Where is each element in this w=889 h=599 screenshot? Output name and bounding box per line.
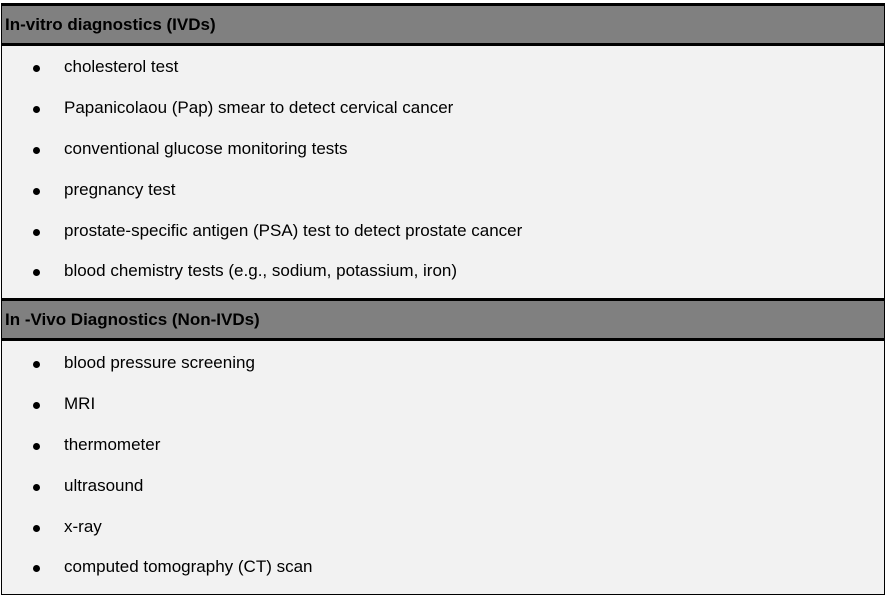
bullet-icon — [33, 484, 40, 491]
list-item — [2, 220, 884, 261]
list-item-text: pregnancy test — [64, 179, 176, 199]
list-item — [2, 434, 884, 475]
list-item-text: computed tomography (CT) scan — [64, 557, 313, 577]
bullet-icon — [33, 361, 40, 368]
list-item-text: ultrasound — [64, 475, 144, 495]
list-item — [2, 475, 884, 516]
section-header-non-ivd — [2, 298, 884, 341]
bullet-icon — [33, 65, 40, 72]
bullet-icon — [33, 402, 40, 409]
list-item-text: cholesterol test — [64, 57, 179, 76]
bullet-icon — [33, 106, 40, 113]
non-ivd-list — [2, 352, 884, 597]
list-item-text: blood pressure screening — [64, 353, 255, 372]
bullet-icon — [33, 188, 40, 195]
list-item-text: Papanicolaou (Pap) smear to detect cervical cancer — [64, 97, 454, 117]
list-item-text: MRI — [64, 393, 96, 413]
list-item — [2, 393, 884, 434]
list-item-text: blood chemistry tests (e.g., sodium, potassium, iron) — [64, 261, 458, 281]
list-item — [2, 97, 884, 138]
list-item-text: conventional glucose monitoring tests — [64, 138, 348, 158]
list-item — [2, 516, 884, 557]
bullet-icon — [33, 229, 40, 236]
list-item — [2, 138, 884, 179]
bullet-icon — [33, 565, 40, 572]
ivd-list — [2, 56, 884, 301]
section-header-ivd — [2, 3, 884, 46]
list-item-text: x-ray — [64, 516, 102, 536]
list-item — [2, 260, 884, 301]
list-item — [2, 56, 884, 97]
section-title-non-ivd: In -Vivo Diagnostics (Non-IVDs) — [5, 310, 260, 329]
list-item — [2, 179, 884, 220]
list-item-text: thermometer — [64, 434, 161, 454]
bullet-icon — [33, 525, 40, 532]
list-item — [2, 556, 884, 597]
list-item-text: prostate-specific antigen (PSA) test to detect prostate cancer — [64, 220, 523, 240]
section-title-ivd: In-vitro diagnostics (IVDs) — [5, 15, 216, 34]
bullet-icon — [33, 269, 40, 276]
list-item — [2, 352, 884, 393]
bullet-icon — [33, 443, 40, 450]
bullet-icon — [33, 147, 40, 154]
diagnostics-table — [1, 3, 885, 595]
